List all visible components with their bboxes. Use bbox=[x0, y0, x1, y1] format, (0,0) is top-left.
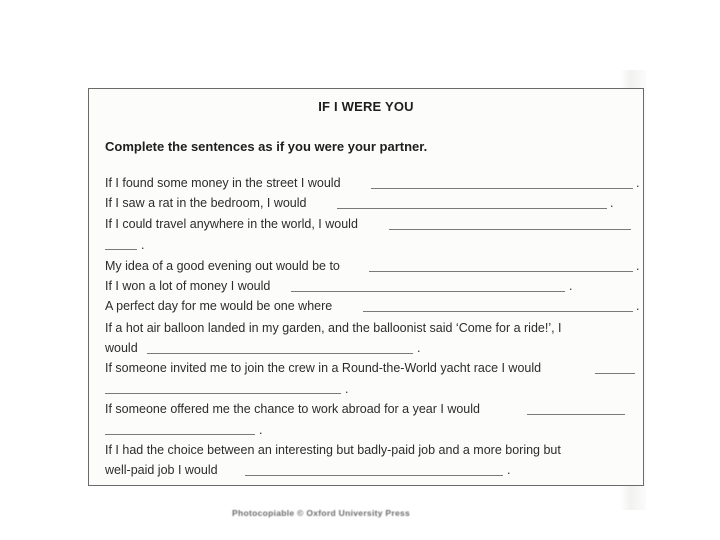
sentence-10-continued: well-paid job I would bbox=[105, 463, 218, 477]
sentence-3: If I could travel anywhere in the world, I would bbox=[105, 217, 358, 231]
answer-blank-6[interactable] bbox=[363, 311, 633, 312]
answer-blank-8b[interactable] bbox=[105, 393, 341, 394]
sentence-10: If I had the choice between an interesting but badly-paid job and a more boring but bbox=[105, 443, 561, 457]
answer-blank-9a[interactable] bbox=[527, 414, 625, 415]
sentence-2: If I saw a rat in the bedroom, I would bbox=[105, 196, 307, 210]
worksheet-title: IF I WERE YOU bbox=[318, 99, 414, 114]
answer-blank-3a[interactable] bbox=[389, 229, 631, 230]
answer-blank-4[interactable] bbox=[369, 271, 633, 272]
answer-blank-7[interactable] bbox=[147, 353, 413, 354]
sentence-3-period: . bbox=[141, 238, 145, 252]
sentence-7: If a hot air balloon landed in my garden, and the balloonist said ‘Come for a ride!’, I bbox=[105, 321, 562, 335]
answer-blank-8a[interactable] bbox=[595, 373, 635, 374]
sentence-5: If I won a lot of money I would bbox=[105, 279, 271, 293]
answer-blank-3b[interactable] bbox=[105, 249, 137, 250]
sentence-1-period: . bbox=[636, 176, 640, 190]
answer-blank-2[interactable] bbox=[337, 208, 607, 209]
sentence-1: If I found some money in the street I would bbox=[105, 176, 341, 190]
sentence-10-period: . bbox=[507, 463, 511, 477]
sentence-9-period: . bbox=[259, 423, 263, 437]
worksheet-box bbox=[88, 88, 644, 486]
sentence-9: If someone offered me the chance to work abroad for a year I would bbox=[105, 402, 480, 416]
sentence-6: A perfect day for me would be one where bbox=[105, 299, 333, 313]
answer-blank-10[interactable] bbox=[245, 475, 503, 476]
sentence-8-period: . bbox=[345, 382, 349, 396]
answer-blank-9b[interactable] bbox=[105, 434, 255, 435]
sentence-8: If someone invited me to join the crew in a Round-the-World yacht race I would bbox=[105, 361, 542, 375]
answer-blank-1[interactable] bbox=[371, 188, 633, 189]
sentence-6-period: . bbox=[636, 299, 640, 313]
copyright-footer: Photocopiable © Oxford University Press bbox=[232, 508, 411, 518]
sentence-4: My idea of a good evening out would be to bbox=[105, 259, 340, 273]
sentence-2-period: . bbox=[610, 196, 614, 210]
worksheet-instruction: Complete the sentences as if you were your partner. bbox=[105, 139, 428, 154]
answer-blank-5[interactable] bbox=[291, 291, 565, 292]
sentence-5-period: . bbox=[569, 279, 573, 293]
sentence-4-period: . bbox=[636, 259, 640, 273]
sentence-7-continued: would bbox=[105, 341, 138, 355]
sentence-7-period: . bbox=[417, 341, 421, 355]
